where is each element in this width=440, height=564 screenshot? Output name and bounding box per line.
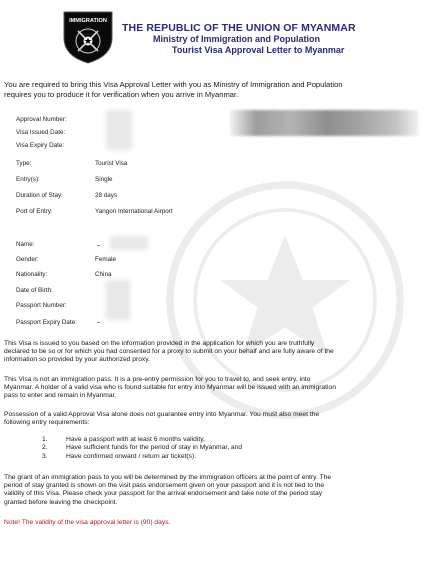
- redacted-dates: [108, 112, 130, 148]
- list-item: [42, 453, 372, 461]
- svg-text:IMMIGRATION: IMMIGRATION: [69, 18, 107, 24]
- paragraph-line: This Visa is issued to you based on the information provided in the application for which you are truthfully: [4, 340, 315, 347]
- intro-line: requires you to produce it for verification when you arrive in Myanmar.: [4, 90, 239, 99]
- country-title: THE REPUBLIC OF THE UNION OF MYANMAR: [122, 22, 356, 34]
- paragraph-not-immigration-pass: [4, 376, 424, 401]
- paragraph-line: Myanmar. A holder of a valid visa who is found suitable for entry into Myanmar will be issued with an immigration: [4, 384, 336, 392]
- redaction-mark: [97, 322, 100, 323]
- paragraph-line: period of stay granted is shown on the visit pass endorsement given on your passport and it is not tied to the: [4, 482, 325, 490]
- list-item: [42, 444, 372, 452]
- name-label: Name:: [16, 241, 35, 248]
- paragraph-line: pass to enter and remain in Myanmar.: [4, 392, 117, 400]
- duration-value: 28 days: [95, 192, 118, 199]
- paragraph-line: following entry requirements:: [4, 419, 90, 427]
- gender-value: Female: [95, 256, 116, 263]
- intro-paragraph: [4, 80, 429, 100]
- intro-line: You are required to bring this Visa Approval Letter with you as Ministry of Immigration and Population: [4, 80, 343, 89]
- nationality-value: China: [95, 271, 112, 278]
- gender-label: Gender:: [16, 256, 39, 263]
- paragraph-line: This Visa is not an immigration pass. It is a pre-entry permission for you to travel to, and seek entry, into: [4, 376, 311, 383]
- entries-label: Entry(s):: [16, 176, 40, 183]
- entries-value: Single: [95, 176, 113, 183]
- paragraph-line: The grant of an immigration pass to you will be determined by the immigration officers at the point of entry. The: [4, 474, 332, 481]
- type-value: Tourist Visa: [95, 160, 128, 167]
- list-item: [42, 436, 372, 444]
- paragraph-line: information so provided by your authorized proxy.: [4, 356, 150, 364]
- paragraph-line: declared to be so or for which you had consented for a proxy to submit on your behalf and are fully aware of the: [4, 348, 334, 356]
- duration-label: Duration of Stay:: [16, 192, 63, 199]
- approval-number-label: Approval Number:: [16, 116, 67, 123]
- type-label: Type:: [16, 160, 32, 167]
- redacted-name: [112, 238, 146, 248]
- list-item-text: Have a passport with at least 6 months validity,: [66, 436, 205, 443]
- paragraph-visa-basis: [4, 340, 424, 365]
- paragraph-immigration-pass-grant: [4, 474, 424, 507]
- passport-number-label: Passport Number:: [16, 302, 67, 309]
- list-item-text: Have confirmed onward / return air ticket(s).: [66, 452, 197, 460]
- requirements-list: [42, 436, 372, 461]
- dob-label: Date of Birth:: [16, 287, 53, 294]
- validity-note: Note! The validity of the visa approval letter is (90) days.: [4, 519, 171, 526]
- list-item-text: Have sufficient funds for the period of stay in Myanmar, and: [66, 444, 243, 452]
- port-label: Port of Entry:: [16, 208, 53, 215]
- redaction-mark: [97, 245, 100, 246]
- paragraph-line: Possession of a valid Approval Visa alone does not guarantee entry into Myanmar. You must also meet the: [4, 411, 320, 418]
- list-item-number: 1.: [42, 436, 48, 443]
- paragraph-line: granted before leaving the checkpoint.: [4, 498, 118, 506]
- redacted-passport-info: [108, 282, 128, 318]
- list-item-number: 2.: [42, 444, 48, 452]
- visa-expiry-label: Visa Expiry Date:: [16, 142, 65, 149]
- letter-title: Tourist Visa Approval Letter to Myanmar: [172, 45, 345, 55]
- letter-header: [0, 0, 440, 66]
- immigration-emblem-icon: [60, 8, 116, 64]
- port-value: Yangon International Airport: [95, 208, 173, 215]
- redacted-approval-number: [230, 110, 418, 136]
- paragraph-line: validity of this Visa. Please check your passport for the arrival endorsement and take note of the period stay: [4, 490, 323, 498]
- nationality-label: Nationality:: [16, 271, 48, 278]
- passport-expiry-label: Passport Expiry Date:: [16, 319, 77, 326]
- visa-issued-label: Visa Issued Date:: [16, 129, 66, 136]
- ministry-name: Ministry of Immigration and Population: [153, 34, 321, 44]
- list-item-number: 3.: [42, 452, 48, 460]
- paragraph-entry-requirements: [4, 411, 424, 427]
